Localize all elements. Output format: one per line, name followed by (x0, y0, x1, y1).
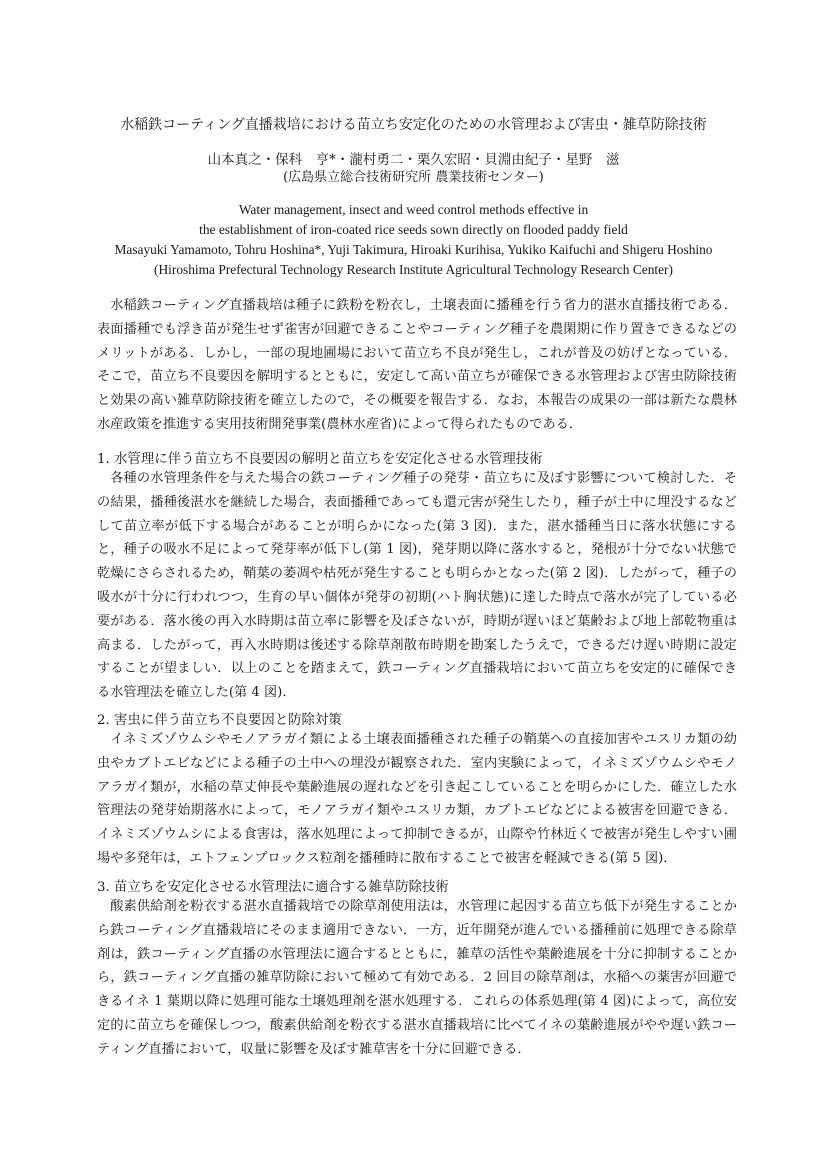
section-3-paragraph: 酸素供給剤を粉衣する湛水直播栽培での除草剤使用法は，水管理に起因する苗立ち低下が発生することから鉄コーティング直播栽培にそのまま適用できない．一方，近年開発が進んでいる播種前に処理できる除草剤は，鉄コーティング直播の水管理法に適合するとともに，雑草の活性や葉齢進展を十分に抑制することから，鉄コーティング直播の雑草防除において極めて有効である．2 回目の除草剤は，水稲への薬害が回避できるイネ 1 葉期以降に処理可能な土壌処理剤を湛水処理する．これらの体系処理(第 4 図)によって，高位安定的に苗立ちを確保しつつ，酸素供給剤を粉衣する湛水直播栽培に比べてイネの葉齢進展がやや遅い鉄コーティング直播において，収量に影響を及ぼす雑草害を十分に回避できる． (97, 899, 737, 1057)
section-2-paragraph: イネミズゾウムシやモノアラガイ類による土壌表面播種された種子の鞘葉への直接加害やユスリカ類の幼虫やカブトエビなどによる種子の土中への埋没が観察された．室内実験によって，イネミズゾウムシやモノアラガイ類が，水稲の草丈伸長や葉齢進展の遅れなどを引き起こしていることを明らかにした．確立した水管理法の発芽始期落水によって，モノアラガイ類やユスリカ類，カブトエビなどによる被害を回避できる．イネミズゾウムシによる食害は，落水処理によって抑制できるが，山際や竹林近くで被害が発生しやすい圃場や多発年は，エトフェンプロックス粒剤を播種時に散布することで被害を軽減できる(第 5 図)． (97, 732, 737, 866)
section-2 (97, 728, 737, 871)
section-3-heading: 3. 苗立ちを安定化させる水管理法に適合する雑草防除技術 (97, 880, 449, 895)
affiliation-japanese: (広島県立総合技術研究所 農業技術センター) (283, 170, 544, 185)
section-1 (97, 467, 737, 705)
title-english-line2: the establishment of iron-coated rice seeds sown directly on flooded paddy field (199, 222, 628, 237)
authors-japanese: 山本真之・保科 亨*・瀧村勇二・栗久宏昭・貝淵由紀子・星野 滋 (207, 152, 620, 168)
title-english-line1: Water management, insect and weed control methods effective in (238, 202, 589, 217)
affiliation-english: (Hiroshima Prefectural Technology Research Institute Agricultural Technology Research Center) (154, 262, 673, 277)
authors-english: Masayuki Yamamoto, Tohru Hoshina*, Yuji Takimura, Hiroaki Kurihisa, Yukiko Kaifuchi and Shigeru Hoshino (114, 242, 713, 257)
section-3 (97, 895, 737, 1062)
section-1-paragraph: 各種の水管理条件を与えた場合の鉄コーティング種子の発芽・苗立ちに及ぼす影響について検討した．その結果，播種後湛水を継続した場合，表面播種であっても還元害が発生したり，種子が土中に埋没するなどして苗立率が低下する場合があることが明らかになった(第 3 図)．また，湛水播種当日に落水状態にすると，種子の吸水不足によって発芽率が低下し(第 1 図)，発芽期以降に落水すると，発根が十分でない状態で乾燥にさらされるため，鞘葉の萎凋や枯死が発生することも明らかとなった(第 2 図)．したがって，種子の吸水が十分に行われつつ，生育の早い個体が発芽の初期(ハト胸状態)に達した時点で落水が完了している必要がある．落水後の再入水時期は苗立率に影響を及ぼさないが，時期が遅いほど葉齢および地上部乾物重は高まる．したがって，再入水時期は後述する除草剤散布時期を勘案したうえで，できるだけ遅い時期に設定することが望ましい．以上のことを踏まえて，鉄コーティング直播栽培において苗立ちを安定的に確保できる水管理法を確立した(第 4 図)． (97, 471, 737, 701)
section-2-heading: 2. 害虫に伴う苗立ち不良要因と防除対策 (97, 713, 342, 728)
introduction-paragraph: 水稲鉄コーティング直播栽培は種子に鉄粉を粉衣し，土壌表面に播種を行う省力的湛水直播技術である．表面播種でも浮き苗が発生せず雀害が回避できることやコーティング種子を農閑期に作り置きできるなどのメリットがある．しかし，一部の現地圃場において苗立ち不良が発生し，これが普及の妨げとなっている．そこで，苗立ち不良要因を解明するとともに，安定して高い苗立ちが確保できる水管理および害虫防除技術と効果の高い雑草防除技術を確立したので，その概要を報告する．なお，本報告の成果の一部は新たな農林水産政策を推進する実用技術開発事業(農林水産省)によって得られたものである． (97, 298, 737, 432)
title-japanese: 水稲鉄コーティング直播栽培における苗立ち安定化のための水管理および害虫・雑草防除技術 (120, 117, 707, 133)
introduction (97, 294, 737, 437)
section-1-heading: 1. 水管理に伴う苗立ち不良要因の解明と苗立ちを安定化させる水管理技術 (97, 452, 543, 467)
